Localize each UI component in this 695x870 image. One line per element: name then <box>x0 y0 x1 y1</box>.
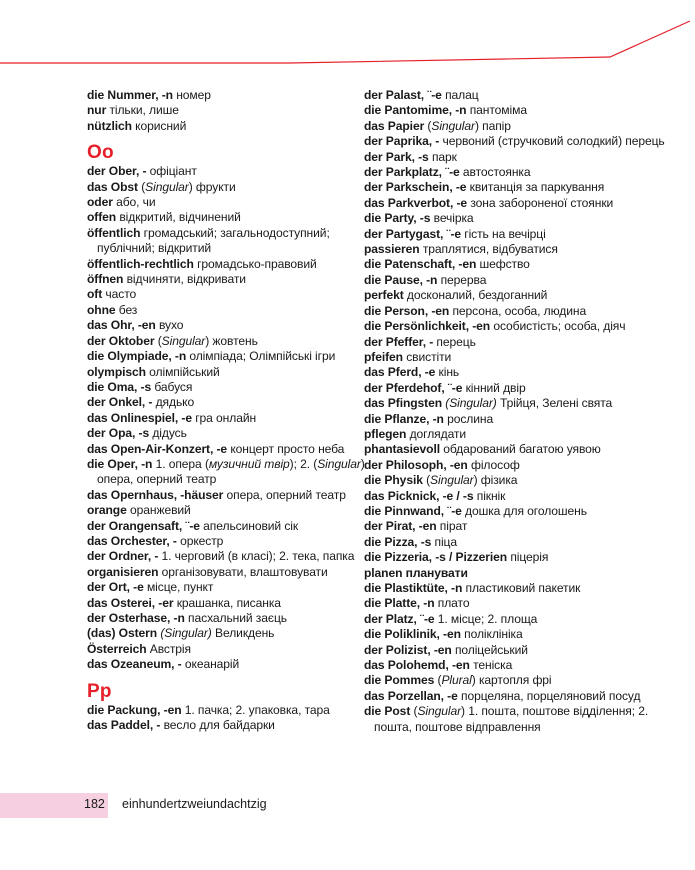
dictionary-entry <box>364 489 684 504</box>
entry-translation: ( <box>410 704 418 719</box>
dictionary-entry <box>364 103 684 118</box>
dictionary-entry <box>87 380 387 395</box>
entry-grammar-note: Singular <box>317 456 361 471</box>
entry-headword: die Oma, -s <box>87 379 152 394</box>
entry-translation: поліцейський <box>451 642 528 657</box>
entry-translation: 1. черговий (в класі); 2. тека, папка <box>158 549 355 564</box>
dictionary-entry <box>364 273 684 288</box>
entry-translation: дядько <box>152 395 195 410</box>
entry-translation: або, чи <box>112 195 156 210</box>
entry-translation: океанарій <box>181 657 240 672</box>
entry-translation: ) картопля фрі <box>471 673 552 688</box>
entry-translation: траплятися, відбуватися <box>419 242 558 257</box>
entry-translation: свистіти <box>402 349 452 364</box>
dictionary-entry <box>364 581 684 596</box>
dictionary-entry <box>364 165 684 180</box>
dictionary-entry <box>87 718 387 733</box>
entry-translation: філософ <box>467 457 520 472</box>
dictionary-entry <box>87 442 387 457</box>
dictionary-entry <box>87 226 387 257</box>
dictionary-entry <box>364 519 684 534</box>
entry-translation: доглядати <box>406 426 467 441</box>
entry-headword: das Onlinespiel, -e <box>87 410 192 425</box>
dictionary-entry <box>87 180 387 195</box>
entry-grammar-note: (Singular) <box>445 396 497 411</box>
entry-headword: das Ozeaneum, - <box>87 657 182 672</box>
entry-translation: олімпіада; Олімпійські ігри <box>186 349 336 364</box>
dictionary-entry <box>364 119 684 134</box>
entry-headword: das Picknick, -e / -s <box>364 488 474 503</box>
dictionary-entry <box>87 549 387 564</box>
entry-headword: der Polizist, -en <box>364 642 452 657</box>
entry-headword: die Olympiade, -n <box>87 349 187 364</box>
dictionary-entry <box>87 103 387 118</box>
entry-headword: der Pfeffer, - <box>364 334 434 349</box>
dictionary-entry <box>87 287 387 302</box>
dictionary-entry <box>87 365 387 380</box>
entry-headword: die Pantomime, -n <box>364 103 467 118</box>
entry-translation: обдарований багатою уявою <box>440 442 601 457</box>
dictionary-entry <box>87 503 387 518</box>
dictionary-entry <box>87 318 387 333</box>
entry-translation: Трійця, Зелені свята <box>496 396 613 411</box>
dictionary-entry <box>364 396 684 411</box>
entry-headword: der Pirat, -en <box>364 519 437 534</box>
entry-headword: der Opa, -s <box>87 426 150 441</box>
entry-headword: das Opernhaus, -häuser <box>87 487 224 502</box>
entry-translation: концерт просто неба <box>227 441 345 456</box>
entry-translation: пірат <box>436 519 468 534</box>
page-number: 182 <box>84 797 105 811</box>
dictionary-entry <box>364 658 684 673</box>
entry-translation: червоний (стручковий солодкий) перець <box>439 134 665 149</box>
entry-headword: oft <box>87 287 103 302</box>
dictionary-entry <box>87 580 387 595</box>
dictionary-entry <box>87 626 387 641</box>
entry-translation: олімпійський <box>145 364 220 379</box>
entry-translation: зона забороненої стоянки <box>467 195 614 210</box>
entry-headword: das Paddel, - <box>87 718 161 733</box>
entry-headword: oder <box>87 195 113 210</box>
section-letter: Pp <box>87 680 112 702</box>
dictionary-entry <box>87 488 387 503</box>
entry-translation: 1. опера ( <box>152 456 209 471</box>
entry-translation: піца <box>431 534 458 549</box>
entry-translation: бабуся <box>151 379 193 394</box>
dictionary-entry <box>364 612 684 627</box>
entry-headword: das Papier <box>364 118 425 133</box>
entry-headword: die Pinnwand, ¨-e <box>364 503 462 518</box>
entry-headword: öffentlich-rechtlich <box>87 256 194 271</box>
entry-translation: 1. місце; 2. площа <box>434 611 538 626</box>
entry-translation: дошка для оголошень <box>461 503 587 518</box>
dictionary-entry <box>87 210 387 225</box>
dictionary-entry <box>87 195 387 210</box>
dictionary-entry <box>87 395 387 410</box>
entry-translation: відчиняти, відкривати <box>123 272 246 287</box>
entry-translation: кінний двір <box>462 380 526 395</box>
entry-translation: без <box>115 302 138 317</box>
entry-translation: ) опера, оперний театр <box>97 456 365 487</box>
entry-headword: das Pferd, -e <box>364 365 436 380</box>
entry-headword: der Orangensaft, ¨-e <box>87 518 200 533</box>
dictionary-entry <box>364 442 684 457</box>
dictionary-entry <box>87 411 387 426</box>
entry-translation: апельсиновий сік <box>199 518 299 533</box>
dictionary-entry <box>87 334 387 349</box>
entry-headword: die Packung, -en <box>87 702 182 717</box>
entry-translation: опера, оперний театр <box>223 487 346 502</box>
dictionary-entry <box>87 457 387 488</box>
entry-headword: die Patenschaft, -en <box>364 257 477 272</box>
entry-translation: пластиковий пакетик <box>462 581 581 595</box>
entry-translation: організовувати, влаштовувати <box>158 564 328 579</box>
dictionary-entry <box>87 703 387 718</box>
entry-translation: весло для байдарки <box>160 718 275 733</box>
entry-translation: парк <box>428 149 457 164</box>
entry-headword: die Persönlichkeit, -en <box>364 319 491 334</box>
dictionary-entry <box>87 519 387 534</box>
entry-translation: ) 1. пошта, поштове відділення; 2. пошта, поштове відправлення <box>374 704 649 734</box>
entry-translation: ) жовтень <box>205 333 258 348</box>
entry-headword: passieren <box>364 242 420 257</box>
entry-translation: гра онлайн <box>191 410 257 425</box>
dictionary-entry <box>87 426 387 441</box>
entry-headword: die Person, -en <box>364 303 450 318</box>
entry-headword: nur <box>87 103 107 118</box>
entry-translation: Австрія <box>146 641 191 656</box>
entry-translation: піцерія <box>507 550 549 565</box>
entry-translation: громадсько-правовий <box>193 256 317 271</box>
entry-headword: die Platte, -n <box>364 596 435 611</box>
dictionary-entry <box>87 164 387 179</box>
entry-headword: pfeifen <box>364 349 403 364</box>
dictionary-entry <box>87 349 387 364</box>
entry-headword: öffentlich <box>87 225 141 240</box>
dictionary-entry <box>364 689 684 704</box>
dictionary-entry <box>364 257 684 272</box>
entry-headword: der Ordner, - <box>87 549 159 564</box>
entry-headword: pflegen <box>364 426 407 441</box>
entry-headword: die Poliklinik, -en <box>364 627 461 642</box>
entry-translation: порцеляна, порцеляновий посуд <box>457 688 641 703</box>
entry-headword: die Pizzeria, -s / Pizzerien <box>364 550 508 565</box>
entry-grammar-note: Plural <box>441 673 472 688</box>
entry-headword: der Park, -s <box>364 149 429 164</box>
entry-headword: nützlich <box>87 118 132 133</box>
entry-headword: der Oktober <box>87 333 155 348</box>
entry-translation: ); 2. ( <box>289 456 318 471</box>
entry-headword: offen <box>87 210 117 225</box>
entry-headword: der Parkschein, -e <box>364 180 467 195</box>
dictionary-entry <box>87 257 387 272</box>
dictionary-entry <box>364 596 684 611</box>
entry-headword: der Osterhase, -n <box>87 611 185 625</box>
entry-translation: місце, пункт <box>143 580 214 595</box>
dictionary-entry <box>364 427 684 442</box>
entry-headword: das Orchester, - <box>87 533 177 548</box>
dictionary-entry <box>87 88 387 103</box>
dictionary-entry <box>364 704 684 735</box>
entry-headword: die Oper, -n <box>87 456 153 471</box>
entry-translation: ( <box>154 333 162 348</box>
dictionary-entry <box>87 303 387 318</box>
entry-translation: корисний <box>131 118 187 133</box>
entry-translation: рослина <box>443 411 494 426</box>
dictionary-entry <box>87 596 387 611</box>
entry-translation: ) папір <box>474 118 511 133</box>
entry-headword: das Ohr, -en <box>87 318 156 333</box>
section-letter: Oo <box>87 142 114 164</box>
entry-headword: das Polohemd, -en <box>364 658 470 673</box>
dictionary-entry <box>364 458 684 473</box>
entry-translation: часто <box>102 287 137 302</box>
entry-translation: 1. пачка; 2. упаковка, тара <box>181 702 330 717</box>
entry-translation: поліклініка <box>460 627 523 642</box>
entry-headword: der Ober, - <box>87 164 147 179</box>
entry-translation: ) фізика <box>473 473 518 488</box>
entry-headword: der Ort, -e <box>87 580 144 595</box>
entry-translation: особистість; особа, діяч <box>490 319 626 334</box>
entry-translation: ( <box>424 118 432 133</box>
dictionary-entry <box>364 319 684 334</box>
dictionary-entry <box>364 473 684 488</box>
entry-translation: перець <box>433 334 476 349</box>
entry-translation: офіціант <box>146 164 197 179</box>
entry-headword: der Palast, ¨-e <box>364 88 442 102</box>
dictionary-entry <box>364 566 684 581</box>
entry-headword: der Parkplatz, ¨-e <box>364 165 460 180</box>
entry-translation: плато <box>434 596 470 611</box>
entry-headword: das Porzellan, -e <box>364 688 458 703</box>
page-number-word: einhundertzweiundachtzig <box>122 797 267 811</box>
dictionary-entry <box>87 565 387 580</box>
entry-headword: die Party, -s <box>364 211 431 226</box>
entry-grammar-note: Singular <box>417 704 462 719</box>
entry-translation: перерва <box>437 272 487 287</box>
entry-headword: das Pfingsten <box>364 396 442 411</box>
entry-headword: die Physik <box>364 473 423 488</box>
entry-translation: теніска <box>469 658 513 673</box>
entry-headword: die Pommes <box>364 673 435 688</box>
entry-translation: тільки, лише <box>106 103 179 118</box>
entry-translation: дідусь <box>149 426 187 441</box>
entry-headword: der Onkel, - <box>87 395 153 410</box>
entry-headword: planen планувати <box>364 565 468 580</box>
dictionary-entry <box>364 227 684 242</box>
entry-headword: die Plastiktüte, -n <box>364 581 463 595</box>
entry-translation: пікнік <box>473 488 506 503</box>
right-column <box>364 88 684 735</box>
entry-headword: die Pause, -n <box>364 272 438 287</box>
entry-translation: квитанція за паркування <box>466 180 605 195</box>
dictionary-entry <box>364 180 684 195</box>
dictionary-entry <box>364 196 684 211</box>
dictionary-entry <box>364 350 684 365</box>
entry-translation: ( <box>422 473 431 488</box>
entry-headword: organisieren <box>87 564 159 579</box>
entry-translation: Великдень <box>211 626 275 641</box>
dictionary-entry <box>364 242 684 257</box>
entry-translation: вечірка <box>430 211 474 226</box>
entry-grammar-note: Singular <box>161 333 206 348</box>
entry-headword: der Philosoph, -en <box>364 457 468 472</box>
entry-translation: ( <box>137 179 146 194</box>
dictionary-entry <box>364 335 684 350</box>
dictionary-entry <box>87 611 387 626</box>
dictionary-entry <box>364 504 684 519</box>
top-decorative-line <box>0 0 695 80</box>
entry-headword: perfekt <box>364 288 404 303</box>
dictionary-entry <box>364 550 684 565</box>
dictionary-entry <box>364 150 684 165</box>
entry-grammar-note: Singular <box>145 179 189 194</box>
entry-headword: die Nummer, -n <box>87 88 173 102</box>
entry-headword: das Open-Air-Konzert, -e <box>87 441 228 456</box>
entry-translation: пасхальний заєць <box>184 611 287 625</box>
entry-translation: автостоянка <box>459 165 531 180</box>
dictionary-entry <box>364 535 684 550</box>
dictionary-entry <box>364 211 684 226</box>
dictionary-entry <box>364 134 684 149</box>
dictionary-entry <box>364 627 684 642</box>
entry-headword: das Obst <box>87 179 138 194</box>
entry-translation: номер <box>172 88 211 102</box>
entry-headword: die Pizza, -s <box>364 534 432 549</box>
dictionary-entry <box>87 642 387 657</box>
entry-grammar-note: музичний твір <box>208 456 290 471</box>
left-column <box>87 88 387 733</box>
dictionary-entry <box>364 88 684 103</box>
entry-headword: (das) Ostern <box>87 626 158 641</box>
dictionary-entry <box>364 673 684 688</box>
entry-translation: досконалий, бездоганний <box>403 288 548 303</box>
entry-headword: der Paprika, - <box>364 134 440 149</box>
entry-headword: öffnen <box>87 272 124 287</box>
entry-translation: шефство <box>476 257 530 272</box>
entry-translation: громадський; загальнодоступний; публічний; відкритий <box>97 225 330 256</box>
entry-grammar-note: Singular <box>430 473 474 488</box>
entry-headword: die Post <box>364 704 411 719</box>
dictionary-entry <box>87 272 387 287</box>
entry-translation: ) фрукти <box>188 179 236 194</box>
entry-headword: olympisch <box>87 364 146 379</box>
entry-headword: die Pflanze, -n <box>364 411 444 426</box>
dictionary-entry <box>87 119 387 134</box>
entry-translation: кінь <box>435 365 460 380</box>
entry-headword: phantasievoll <box>364 442 440 457</box>
entry-grammar-note: Singular <box>431 118 475 133</box>
entry-translation: крашанка, писанка <box>173 595 281 610</box>
dictionary-entry <box>87 657 387 672</box>
entry-grammar-note: (Singular) <box>160 626 212 641</box>
entry-translation: палац <box>441 88 479 102</box>
entry-headword: das Osterei, -er <box>87 595 174 610</box>
entry-translation: оркестр <box>176 533 224 548</box>
dictionary-entry <box>364 381 684 396</box>
entry-translation: відкритий, відчинений <box>116 210 241 225</box>
entry-headword: Österreich <box>87 641 147 656</box>
dictionary-entry <box>364 365 684 380</box>
dictionary-entry <box>87 534 387 549</box>
entry-translation: ( <box>434 673 442 688</box>
entry-translation: оранжевий <box>126 503 191 518</box>
entry-translation: пантоміма <box>466 103 527 118</box>
dictionary-entry <box>364 412 684 427</box>
entry-headword: der Partygast, ¨-e <box>364 226 461 241</box>
dictionary-entry <box>364 643 684 658</box>
entry-headword: ohne <box>87 302 116 317</box>
entry-headword: orange <box>87 503 127 518</box>
entry-translation: гість на вечірці <box>461 226 546 241</box>
entry-headword: das Parkverbot, -e <box>364 195 468 210</box>
entry-headword: der Platz, ¨-e <box>364 611 435 626</box>
dictionary-entry <box>364 304 684 319</box>
dictionary-entry <box>364 288 684 303</box>
entry-translation: вухо <box>155 318 184 333</box>
entry-headword: der Pferdehof, ¨-e <box>364 380 463 395</box>
entry-translation: персона, особа, людина <box>449 303 587 318</box>
